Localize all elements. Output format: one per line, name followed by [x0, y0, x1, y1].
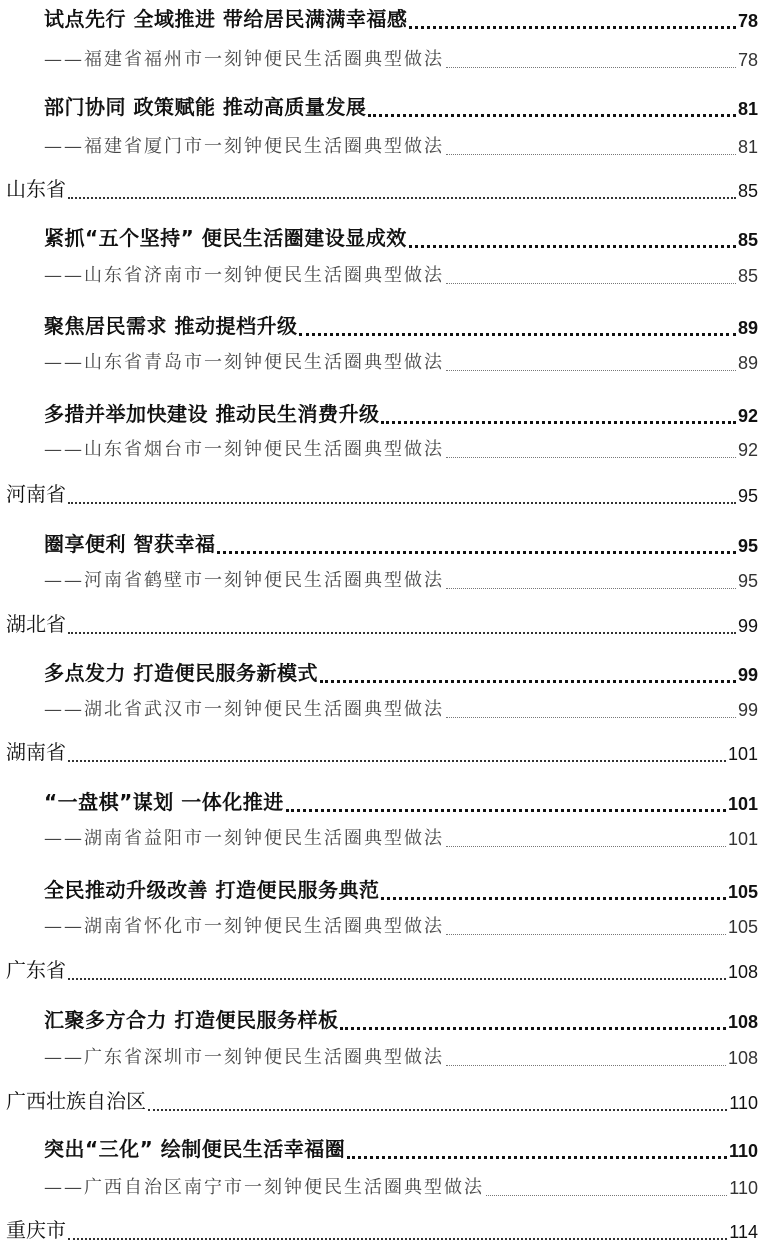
dot-leader	[446, 283, 736, 284]
toc-entry-subtitle[interactable]	[0, 821, 762, 851]
province-name: 广西壮族自治区	[6, 1089, 146, 1113]
page-number: 78	[737, 11, 758, 31]
page-number: 89	[737, 318, 758, 338]
province-name: 重庆市	[6, 1218, 66, 1242]
entry-title: “一盘棋”谋划 一体化推进	[44, 790, 284, 814]
dot-leader	[381, 897, 725, 900]
page-number: 105	[727, 882, 758, 902]
toc-entry-subtitle[interactable]	[0, 345, 762, 375]
page-number: 114	[729, 1222, 758, 1242]
toc-entry-title[interactable]	[0, 874, 762, 904]
toc-entry-title[interactable]	[0, 310, 762, 340]
dot-leader	[446, 717, 736, 718]
dot-leader	[68, 760, 726, 762]
page-number: 108	[727, 1048, 758, 1068]
page-number: 101	[727, 794, 758, 814]
page-number: 105	[727, 917, 758, 937]
page-number: 85	[737, 181, 758, 201]
dot-leader	[486, 1195, 727, 1196]
entry-title: 圈享便利 智获幸福	[44, 532, 216, 556]
dot-leader	[446, 1065, 726, 1066]
dot-leader	[68, 197, 736, 199]
dot-leader	[217, 551, 736, 554]
entry-subtitle: ——湖北省武汉市一刻钟便民生活圈典型做法	[44, 699, 444, 720]
entry-subtitle: ——湖南省怀化市一刻钟便民生活圈典型做法	[44, 916, 444, 937]
entry-subtitle: ——河南省鹤壁市一刻钟便民生活圈典型做法	[44, 570, 444, 591]
page-number: 110	[729, 1093, 758, 1113]
entry-title: 多措并举加快建设 推动民生消费升级	[44, 402, 380, 426]
entry-title: 部门协同 政策赋能 推动高质量发展	[44, 95, 367, 119]
toc-entry-subtitle[interactable]	[0, 1040, 762, 1070]
toc-entry-title[interactable]	[0, 1004, 762, 1034]
entry-title: 聚焦居民需求 推动提档升级	[44, 314, 298, 338]
toc-entry-province[interactable]	[0, 173, 762, 203]
toc-entry-subtitle[interactable]	[0, 258, 762, 288]
dot-leader	[68, 632, 736, 634]
toc-entry-province[interactable]	[0, 608, 762, 638]
page-number: 95	[737, 571, 758, 591]
entry-subtitle: ——福建省福州市一刻钟便民生活圈典型做法	[44, 49, 444, 70]
entry-subtitle: ——山东省青岛市一刻钟便民生活圈典型做法	[44, 352, 444, 373]
page-number: 108	[727, 962, 758, 982]
page-number: 99	[737, 700, 758, 720]
entry-title: 紧抓“五个坚持” 便民生活圈建设显成效	[44, 226, 407, 250]
toc-entry-title[interactable]	[0, 657, 762, 687]
entry-subtitle: ——福建省厦门市一刻钟便民生活圈典型做法	[44, 136, 444, 157]
dot-leader	[446, 457, 736, 458]
page-number: 92	[737, 440, 758, 460]
entry-title: 突出“三化” 绘制便民生活幸福圈	[44, 1137, 346, 1161]
dot-leader	[409, 245, 736, 248]
dot-leader	[368, 114, 736, 117]
page-number: 81	[737, 137, 758, 157]
toc-entry-province[interactable]	[0, 954, 762, 984]
entry-subtitle: ——山东省烟台市一刻钟便民生活圈典型做法	[44, 439, 444, 460]
toc-entry-province[interactable]	[0, 1214, 762, 1244]
province-name: 湖北省	[6, 612, 66, 636]
toc-entry-subtitle[interactable]	[0, 432, 762, 462]
province-name: 山东省	[6, 177, 66, 201]
dot-leader	[68, 978, 726, 980]
toc-entry-subtitle[interactable]	[0, 692, 762, 722]
page-number: 81	[737, 99, 758, 119]
entry-subtitle: ——广东省深圳市一刻钟便民生活圈典型做法	[44, 1047, 444, 1068]
page-number: 101	[727, 744, 758, 764]
page-number: 85	[737, 230, 758, 250]
toc-entry-title[interactable]	[0, 91, 762, 121]
dot-leader	[340, 1027, 725, 1030]
toc-entry-subtitle[interactable]	[0, 909, 762, 939]
dot-leader	[68, 1238, 727, 1240]
toc-entry-province[interactable]	[0, 478, 762, 508]
page-number: 101	[727, 829, 758, 849]
entry-subtitle: ——山东省济南市一刻钟便民生活圈典型做法	[44, 265, 444, 286]
page-number: 85	[737, 266, 758, 286]
page-number: 99	[737, 665, 758, 685]
dot-leader	[320, 680, 736, 683]
dot-leader	[446, 370, 736, 371]
entry-title: 全民推动升级改善 打造便民服务典范	[44, 878, 380, 902]
toc-entry-title[interactable]	[0, 528, 762, 558]
entry-title: 多点发力 打造便民服务新模式	[44, 661, 318, 685]
dot-leader	[148, 1109, 727, 1111]
entry-title: 汇聚多方合力 打造便民服务样板	[44, 1008, 339, 1032]
dot-leader	[381, 421, 736, 424]
entry-title: 试点先行 全域推进 带给居民满满幸福感	[44, 7, 408, 31]
page-number: 110	[728, 1141, 758, 1161]
page-number: 95	[737, 536, 758, 556]
entry-subtitle: ——湖南省益阳市一刻钟便民生活圈典型做法	[44, 828, 444, 849]
dot-leader	[446, 846, 726, 847]
page-number: 110	[729, 1178, 758, 1198]
toc-entry-title[interactable]	[0, 222, 762, 252]
dot-leader	[409, 26, 736, 29]
toc-entry-title[interactable]	[0, 1133, 762, 1163]
dot-leader	[446, 154, 736, 155]
toc-entry-subtitle[interactable]	[0, 563, 762, 593]
toc-entry-subtitle[interactable]	[0, 1170, 762, 1200]
page-number: 89	[737, 353, 758, 373]
page-number: 99	[737, 616, 758, 636]
province-name: 广东省	[6, 958, 66, 982]
page-number: 92	[737, 406, 758, 426]
dot-leader	[347, 1156, 727, 1159]
dot-leader	[68, 502, 736, 504]
toc-entry-province[interactable]	[0, 1085, 762, 1115]
page-number: 78	[737, 50, 758, 70]
page-number: 95	[737, 486, 758, 506]
toc-entry-subtitle[interactable]	[0, 129, 762, 159]
dot-leader	[446, 588, 736, 589]
entry-subtitle: ——广西自治区南宁市一刻钟便民生活圈典型做法	[44, 1177, 484, 1198]
toc-entry-title[interactable]	[0, 786, 762, 816]
dot-leader	[286, 809, 726, 812]
dot-leader	[446, 67, 736, 68]
toc-entry-province[interactable]	[0, 736, 762, 766]
toc-entry-title[interactable]	[0, 3, 762, 33]
toc-entry-title[interactable]	[0, 398, 762, 428]
province-name: 河南省	[6, 482, 66, 506]
dot-leader	[446, 934, 726, 935]
dot-leader	[299, 333, 736, 336]
page-number: 108	[727, 1012, 758, 1032]
toc-entry-subtitle[interactable]	[0, 42, 762, 72]
province-name: 湖南省	[6, 740, 66, 764]
